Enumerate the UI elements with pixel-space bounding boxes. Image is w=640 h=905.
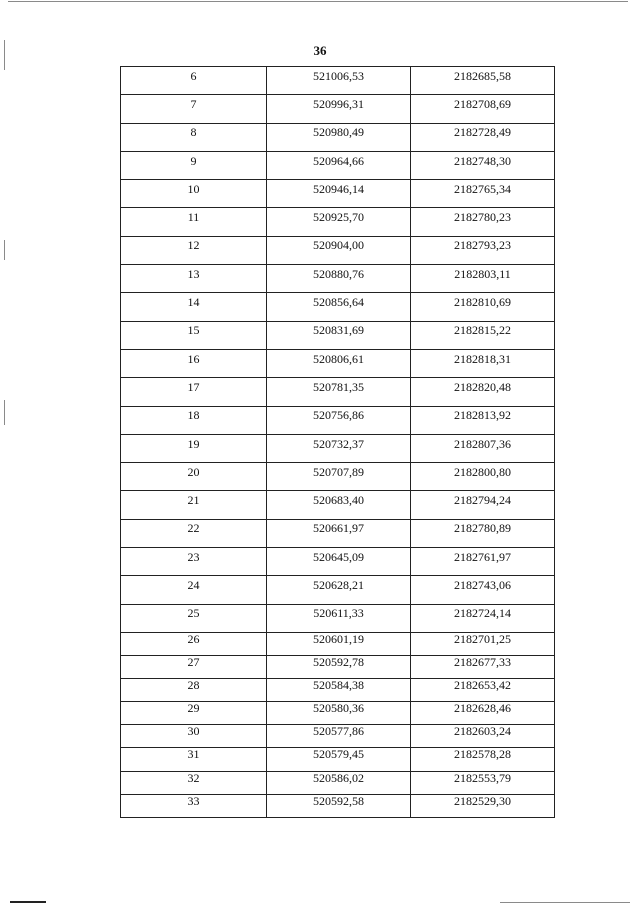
point-number-cell bbox=[121, 519, 267, 547]
cell-text: 2182800,80 bbox=[454, 464, 511, 479]
cell-text: 11 bbox=[187, 210, 200, 225]
cell-text: 22 bbox=[187, 521, 200, 536]
x-coordinate-cell bbox=[267, 519, 411, 547]
cell-text: 21 bbox=[187, 493, 200, 508]
cell-text: 2182748,30 bbox=[454, 153, 511, 168]
cell-text: 2182815,22 bbox=[454, 323, 511, 338]
y-coordinate-cell bbox=[411, 519, 555, 547]
point-number-cell bbox=[121, 491, 267, 519]
y-coordinate-cell bbox=[411, 265, 555, 293]
y-coordinate-cell bbox=[411, 123, 555, 151]
point-number-cell bbox=[121, 604, 267, 632]
point-number-cell bbox=[121, 434, 267, 462]
x-coordinate-cell bbox=[267, 95, 411, 123]
cell-text: 2182553,79 bbox=[454, 770, 511, 785]
x-coordinate-cell bbox=[267, 656, 411, 679]
table-row bbox=[121, 604, 555, 632]
page-number: 36 bbox=[313, 43, 327, 58]
y-coordinate-cell bbox=[411, 725, 555, 748]
cell-text: 520925,70 bbox=[313, 210, 364, 225]
cell-text: 2182818,31 bbox=[454, 351, 511, 366]
cell-text: 520601,19 bbox=[313, 631, 364, 646]
table-row bbox=[121, 151, 555, 179]
y-coordinate-cell bbox=[411, 208, 555, 236]
cell-text: 8 bbox=[190, 125, 197, 140]
table-row bbox=[121, 434, 555, 462]
y-coordinate-cell bbox=[411, 406, 555, 434]
point-number-cell bbox=[121, 265, 267, 293]
point-number-cell bbox=[121, 378, 267, 406]
cell-text: 520628,21 bbox=[313, 577, 364, 592]
cell-text: 12 bbox=[187, 238, 200, 253]
x-coordinate-cell bbox=[267, 725, 411, 748]
x-coordinate-cell bbox=[267, 771, 411, 794]
table-row bbox=[121, 463, 555, 491]
cell-text: 520904,00 bbox=[313, 238, 364, 253]
cell-text: 2182793,23 bbox=[454, 238, 511, 253]
x-coordinate-cell bbox=[267, 748, 411, 771]
scan-artifact-top bbox=[8, 1, 628, 2]
cell-text: 520586,02 bbox=[313, 770, 364, 785]
cell-text: 520611,33 bbox=[313, 606, 364, 621]
cell-text: 2182653,42 bbox=[454, 678, 511, 693]
point-number-cell bbox=[121, 748, 267, 771]
table-row bbox=[121, 180, 555, 208]
scan-artifact-bottom bbox=[10, 901, 46, 903]
x-coordinate-cell bbox=[267, 604, 411, 632]
cell-text: 520756,86 bbox=[313, 408, 364, 423]
x-coordinate-cell bbox=[267, 208, 411, 236]
x-coordinate-cell bbox=[267, 180, 411, 208]
x-coordinate-cell bbox=[267, 236, 411, 264]
y-coordinate-cell bbox=[411, 95, 555, 123]
table-row bbox=[121, 378, 555, 406]
y-coordinate-cell bbox=[411, 771, 555, 794]
cell-text: 2182765,34 bbox=[454, 181, 511, 196]
table-row bbox=[121, 265, 555, 293]
cell-text: 18 bbox=[187, 408, 200, 423]
point-number-cell bbox=[121, 180, 267, 208]
y-coordinate-cell bbox=[411, 656, 555, 679]
cell-text: 32 bbox=[187, 770, 200, 785]
cell-text: 2182761,97 bbox=[454, 549, 511, 564]
point-number-cell bbox=[121, 576, 267, 604]
table-row bbox=[121, 208, 555, 236]
y-coordinate-cell bbox=[411, 378, 555, 406]
cell-text: 520661,97 bbox=[313, 521, 364, 536]
table-row bbox=[121, 771, 555, 794]
x-coordinate-cell bbox=[267, 406, 411, 434]
point-number-cell bbox=[121, 293, 267, 321]
table-row bbox=[121, 702, 555, 725]
cell-text: 2182728,49 bbox=[454, 125, 511, 140]
cell-text: 2182628,46 bbox=[454, 701, 511, 716]
cell-text: 2182820,48 bbox=[454, 379, 511, 394]
y-coordinate-cell bbox=[411, 236, 555, 264]
y-coordinate-cell bbox=[411, 632, 555, 655]
point-number-cell bbox=[121, 151, 267, 179]
y-coordinate-cell bbox=[411, 679, 555, 702]
y-coordinate-cell bbox=[411, 463, 555, 491]
table-row bbox=[121, 406, 555, 434]
y-coordinate-cell bbox=[411, 702, 555, 725]
y-coordinate-cell bbox=[411, 321, 555, 349]
y-coordinate-cell bbox=[411, 491, 555, 519]
cell-text: 2182810,69 bbox=[454, 295, 511, 310]
table-row bbox=[121, 519, 555, 547]
cell-text: 2182529,30 bbox=[454, 793, 511, 808]
cell-text: 520579,45 bbox=[313, 747, 364, 762]
x-coordinate-cell bbox=[267, 702, 411, 725]
table-row bbox=[121, 548, 555, 576]
x-coordinate-cell bbox=[267, 434, 411, 462]
scan-artifact-bottom-right bbox=[500, 902, 630, 903]
cell-text: 26 bbox=[187, 631, 200, 646]
x-coordinate-cell bbox=[267, 794, 411, 817]
cell-text: 7 bbox=[190, 96, 197, 111]
cell-text: 2182677,33 bbox=[454, 655, 511, 670]
cell-text: 24 bbox=[187, 577, 200, 592]
x-coordinate-cell bbox=[267, 491, 411, 519]
cell-text: 31 bbox=[187, 747, 200, 762]
cell-text: 9 bbox=[190, 153, 197, 168]
cell-text: 520964,66 bbox=[313, 153, 364, 168]
x-coordinate-cell bbox=[267, 632, 411, 655]
cell-text: 28 bbox=[187, 678, 200, 693]
cell-text: 30 bbox=[187, 724, 200, 739]
y-coordinate-cell bbox=[411, 748, 555, 771]
y-coordinate-cell bbox=[411, 349, 555, 377]
point-number-cell bbox=[121, 725, 267, 748]
cell-text: 29 bbox=[187, 701, 200, 716]
cell-text: 20 bbox=[187, 464, 200, 479]
point-number-cell bbox=[121, 123, 267, 151]
cell-text: 19 bbox=[187, 436, 200, 451]
point-number-cell bbox=[121, 794, 267, 817]
cell-text: 2182794,24 bbox=[454, 493, 511, 508]
point-number-cell bbox=[121, 463, 267, 491]
cell-text: 520806,61 bbox=[313, 351, 364, 366]
point-number-cell bbox=[121, 321, 267, 349]
table-row bbox=[121, 632, 555, 655]
x-coordinate-cell bbox=[267, 548, 411, 576]
cell-text: 2182780,23 bbox=[454, 210, 511, 225]
cell-text: 520946,14 bbox=[313, 181, 364, 196]
point-number-cell bbox=[121, 702, 267, 725]
y-coordinate-cell bbox=[411, 151, 555, 179]
cell-text: 23 bbox=[187, 549, 200, 564]
x-coordinate-cell bbox=[267, 293, 411, 321]
cell-text: 520580,36 bbox=[313, 701, 364, 716]
point-number-cell bbox=[121, 548, 267, 576]
y-coordinate-cell bbox=[411, 67, 555, 95]
table-row bbox=[121, 656, 555, 679]
y-coordinate-cell bbox=[411, 576, 555, 604]
y-coordinate-cell bbox=[411, 548, 555, 576]
cell-text: 520592,78 bbox=[313, 655, 364, 670]
cell-text: 13 bbox=[187, 266, 200, 281]
y-coordinate-cell bbox=[411, 794, 555, 817]
table-row bbox=[121, 748, 555, 771]
cell-text: 520584,38 bbox=[313, 678, 364, 693]
cell-text: 2182807,36 bbox=[454, 436, 511, 451]
cell-text: 520980,49 bbox=[313, 125, 364, 140]
cell-text: 27 bbox=[187, 655, 200, 670]
y-coordinate-cell bbox=[411, 604, 555, 632]
table-row bbox=[121, 236, 555, 264]
cell-text: 520831,69 bbox=[313, 323, 364, 338]
cell-text: 2182578,28 bbox=[454, 747, 511, 762]
x-coordinate-cell bbox=[267, 265, 411, 293]
cell-text: 2182603,24 bbox=[454, 724, 511, 739]
point-number-cell bbox=[121, 236, 267, 264]
x-coordinate-cell bbox=[267, 679, 411, 702]
cell-text: 16 bbox=[187, 351, 200, 366]
point-number-cell bbox=[121, 771, 267, 794]
y-coordinate-cell bbox=[411, 180, 555, 208]
cell-text: 2182685,58 bbox=[454, 68, 511, 83]
cell-text: 520645,09 bbox=[313, 549, 364, 564]
coordinates-table bbox=[120, 66, 555, 818]
point-number-cell bbox=[121, 679, 267, 702]
y-coordinate-cell bbox=[411, 293, 555, 321]
point-number-cell bbox=[121, 406, 267, 434]
x-coordinate-cell bbox=[267, 321, 411, 349]
x-coordinate-cell bbox=[267, 151, 411, 179]
point-number-cell bbox=[121, 656, 267, 679]
scan-artifact-left-3 bbox=[4, 400, 5, 425]
cell-text: 2182813,92 bbox=[454, 408, 511, 423]
cell-text: 520732,37 bbox=[313, 436, 364, 451]
x-coordinate-cell bbox=[267, 349, 411, 377]
cell-text: 25 bbox=[187, 606, 200, 621]
y-coordinate-cell bbox=[411, 434, 555, 462]
table-row bbox=[121, 123, 555, 151]
point-number-cell bbox=[121, 67, 267, 95]
cell-text: 14 bbox=[187, 295, 200, 310]
table-row bbox=[121, 321, 555, 349]
table-row bbox=[121, 491, 555, 519]
cell-text: 520996,31 bbox=[313, 96, 364, 111]
cell-text: 2182780,89 bbox=[454, 521, 511, 536]
cell-text: 17 bbox=[187, 379, 200, 394]
point-number-cell bbox=[121, 208, 267, 236]
cell-text: 520856,64 bbox=[313, 295, 364, 310]
table-row bbox=[121, 349, 555, 377]
cell-text: 520683,40 bbox=[313, 493, 364, 508]
cell-text: 6 bbox=[190, 68, 197, 83]
cell-text: 15 bbox=[187, 323, 200, 338]
cell-text: 2182724,14 bbox=[454, 606, 511, 621]
x-coordinate-cell bbox=[267, 576, 411, 604]
cell-text: 520707,89 bbox=[313, 464, 364, 479]
table-row bbox=[121, 794, 555, 817]
cell-text: 521006,53 bbox=[313, 68, 364, 83]
table-row bbox=[121, 725, 555, 748]
x-coordinate-cell bbox=[267, 67, 411, 95]
cell-text: 2182701,25 bbox=[454, 631, 511, 646]
cell-text: 520880,76 bbox=[313, 266, 364, 281]
table-row bbox=[121, 293, 555, 321]
point-number-cell bbox=[121, 632, 267, 655]
table-row bbox=[121, 679, 555, 702]
cell-text: 2182708,69 bbox=[454, 96, 511, 111]
cell-text: 520781,35 bbox=[313, 379, 364, 394]
scan-artifact-left-2 bbox=[4, 240, 5, 260]
cell-text: 2182743,06 bbox=[454, 577, 511, 592]
cell-text: 2182803,11 bbox=[454, 266, 511, 281]
cell-text: 520577,86 bbox=[313, 724, 364, 739]
table-row bbox=[121, 95, 555, 123]
table-row bbox=[121, 576, 555, 604]
point-number-cell bbox=[121, 95, 267, 123]
x-coordinate-cell bbox=[267, 378, 411, 406]
cell-text: 33 bbox=[187, 793, 200, 808]
x-coordinate-cell bbox=[267, 463, 411, 491]
x-coordinate-cell bbox=[267, 123, 411, 151]
point-number-cell bbox=[121, 349, 267, 377]
table-row bbox=[121, 67, 555, 95]
cell-text: 520592,58 bbox=[313, 793, 364, 808]
cell-text: 10 bbox=[187, 181, 200, 196]
